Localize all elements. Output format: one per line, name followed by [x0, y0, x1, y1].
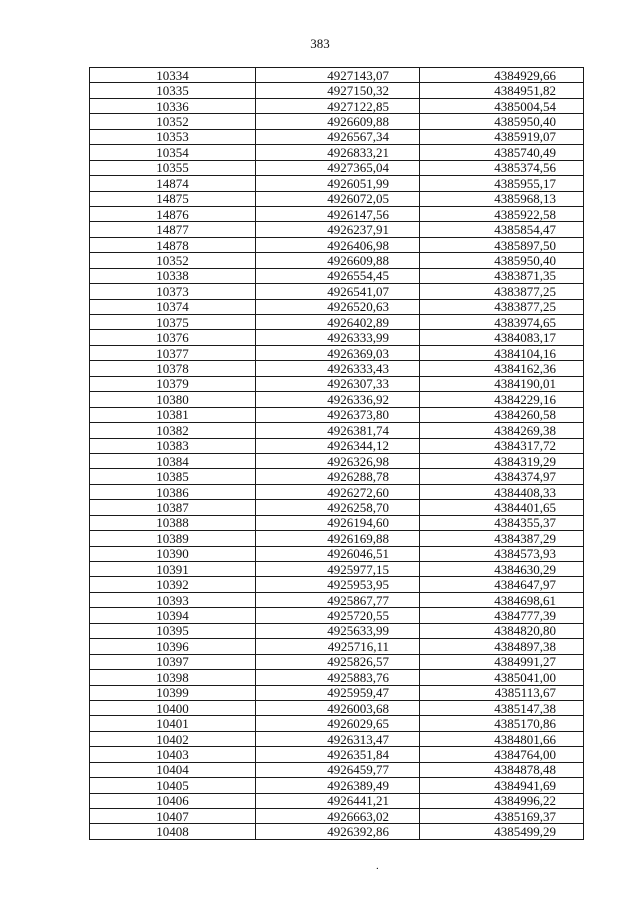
y-coordinate-cell: 4384269,38: [420, 423, 584, 438]
point-number-cell: 10373: [90, 284, 256, 299]
y-coordinate-cell: 4385854,47: [420, 222, 584, 237]
y-coordinate-cell: 4384083,17: [420, 330, 584, 345]
table-row: [90, 824, 584, 839]
point-number-cell: 10353: [90, 129, 256, 144]
point-number-cell: 10384: [90, 453, 256, 468]
x-coordinate-cell: 4926554,45: [256, 268, 420, 283]
table-row: [90, 546, 584, 561]
x-coordinate-cell: 4926336,92: [256, 392, 420, 407]
point-number-cell: 10375: [90, 315, 256, 330]
x-coordinate-cell: 4926833,21: [256, 145, 420, 160]
table-row: [90, 68, 584, 83]
y-coordinate-cell: 4384897,38: [420, 639, 584, 654]
table-row: [90, 284, 584, 299]
y-coordinate-cell: 4385968,13: [420, 191, 584, 206]
point-number-cell: 10380: [90, 392, 256, 407]
y-coordinate-cell: 4385041,00: [420, 670, 584, 685]
x-coordinate-cell: 4926288,78: [256, 469, 420, 484]
y-coordinate-cell: 4384408,33: [420, 484, 584, 499]
y-coordinate-cell: 4384801,66: [420, 731, 584, 746]
y-coordinate-cell: 4384317,72: [420, 438, 584, 453]
y-coordinate-cell: 4385919,07: [420, 129, 584, 144]
y-coordinate-cell: 4385374,56: [420, 160, 584, 175]
table-row: [90, 330, 584, 345]
point-number-cell: 10334: [90, 68, 256, 83]
table-row: [90, 268, 584, 283]
point-number-cell: 10400: [90, 700, 256, 715]
y-coordinate-cell: 4385950,40: [420, 253, 584, 268]
x-coordinate-cell: 4925953,95: [256, 577, 420, 592]
coordinates-table-body: [90, 68, 584, 840]
point-number-cell: 10392: [90, 577, 256, 592]
point-number-cell: 10397: [90, 654, 256, 669]
table-row: [90, 438, 584, 453]
y-coordinate-cell: 4385955,17: [420, 176, 584, 191]
y-coordinate-cell: 4385897,50: [420, 237, 584, 252]
table-row: [90, 670, 584, 685]
point-number-cell: 10406: [90, 793, 256, 808]
table-row: [90, 809, 584, 824]
x-coordinate-cell: 4926402,89: [256, 315, 420, 330]
table-row: [90, 531, 584, 546]
x-coordinate-cell: 4926272,60: [256, 484, 420, 499]
x-coordinate-cell: 4926520,63: [256, 299, 420, 314]
table-row: [90, 608, 584, 623]
y-coordinate-cell: 4384991,27: [420, 654, 584, 669]
x-coordinate-cell: 4926344,12: [256, 438, 420, 453]
point-number-cell: 10355: [90, 160, 256, 175]
y-coordinate-cell: 4384260,58: [420, 407, 584, 422]
y-coordinate-cell: 4383877,25: [420, 284, 584, 299]
point-number-cell: 10376: [90, 330, 256, 345]
table-row: [90, 423, 584, 438]
point-number-cell: 10382: [90, 423, 256, 438]
point-number-cell: 10407: [90, 809, 256, 824]
point-number-cell: 10404: [90, 762, 256, 777]
x-coordinate-cell: 4926029,65: [256, 716, 420, 731]
y-coordinate-cell: 4384401,65: [420, 500, 584, 515]
table-row: [90, 731, 584, 746]
table-row: [90, 237, 584, 252]
point-number-cell: 10379: [90, 376, 256, 391]
y-coordinate-cell: 4385740,49: [420, 145, 584, 160]
x-coordinate-cell: 4926169,88: [256, 531, 420, 546]
table-row: [90, 484, 584, 499]
point-number-cell: 10374: [90, 299, 256, 314]
x-coordinate-cell: 4926609,88: [256, 253, 420, 268]
table-row: [90, 222, 584, 237]
y-coordinate-cell: 4384319,29: [420, 453, 584, 468]
y-coordinate-cell: 4384229,16: [420, 392, 584, 407]
table-row: [90, 500, 584, 515]
table-row: [90, 315, 584, 330]
x-coordinate-cell: 4925716,11: [256, 639, 420, 654]
x-coordinate-cell: 4926333,99: [256, 330, 420, 345]
point-number-cell: 10378: [90, 361, 256, 376]
table-row: [90, 778, 584, 793]
table-row: [90, 577, 584, 592]
x-coordinate-cell: 4927122,85: [256, 98, 420, 113]
y-coordinate-cell: 4384573,93: [420, 546, 584, 561]
point-number-cell: 10352: [90, 253, 256, 268]
x-coordinate-cell: 4926369,03: [256, 345, 420, 360]
y-coordinate-cell: 4384820,80: [420, 623, 584, 638]
x-coordinate-cell: 4926609,88: [256, 114, 420, 129]
point-number-cell: 14877: [90, 222, 256, 237]
point-number-cell: 10405: [90, 778, 256, 793]
table-row: [90, 191, 584, 206]
y-coordinate-cell: 4384374,97: [420, 469, 584, 484]
table-row: [90, 747, 584, 762]
table-row: [90, 376, 584, 391]
y-coordinate-cell: 4383871,35: [420, 268, 584, 283]
point-number-cell: 10354: [90, 145, 256, 160]
point-number-cell: 10386: [90, 484, 256, 499]
y-coordinate-cell: 4384190,01: [420, 376, 584, 391]
x-coordinate-cell: 4925867,77: [256, 592, 420, 607]
table-row: [90, 592, 584, 607]
table-row: [90, 623, 584, 638]
x-coordinate-cell: 4926459,77: [256, 762, 420, 777]
y-coordinate-cell: 4384647,97: [420, 577, 584, 592]
table-row: [90, 160, 584, 175]
x-coordinate-cell: 4927365,04: [256, 160, 420, 175]
point-number-cell: 10395: [90, 623, 256, 638]
point-number-cell: 10335: [90, 83, 256, 98]
x-coordinate-cell: 4925977,15: [256, 562, 420, 577]
table-row: [90, 83, 584, 98]
x-coordinate-cell: 4925826,57: [256, 654, 420, 669]
y-coordinate-cell: 4385147,38: [420, 700, 584, 715]
y-coordinate-cell: 4384951,82: [420, 83, 584, 98]
x-coordinate-cell: 4926541,07: [256, 284, 420, 299]
point-number-cell: 10388: [90, 515, 256, 530]
y-coordinate-cell: 4384104,16: [420, 345, 584, 360]
footer-mark: .: [376, 860, 379, 872]
x-coordinate-cell: 4926381,74: [256, 423, 420, 438]
table-row: [90, 562, 584, 577]
x-coordinate-cell: 4926194,60: [256, 515, 420, 530]
x-coordinate-cell: 4926307,33: [256, 376, 420, 391]
table-row: [90, 114, 584, 129]
x-coordinate-cell: 4926147,56: [256, 206, 420, 221]
y-coordinate-cell: 4384777,39: [420, 608, 584, 623]
point-number-cell: 14878: [90, 237, 256, 252]
y-coordinate-cell: 4384162,36: [420, 361, 584, 376]
x-coordinate-cell: 4926406,98: [256, 237, 420, 252]
y-coordinate-cell: 4384996,22: [420, 793, 584, 808]
table-row: [90, 762, 584, 777]
point-number-cell: 10336: [90, 98, 256, 113]
x-coordinate-cell: 4926258,70: [256, 500, 420, 515]
point-number-cell: 10408: [90, 824, 256, 839]
coordinates-table: [89, 67, 584, 840]
y-coordinate-cell: 4385004,54: [420, 98, 584, 113]
table-row: [90, 129, 584, 144]
table-row: [90, 453, 584, 468]
x-coordinate-cell: 4927143,07: [256, 68, 420, 83]
x-coordinate-cell: 4926373,80: [256, 407, 420, 422]
table-row: [90, 345, 584, 360]
point-number-cell: 10393: [90, 592, 256, 607]
table-row: [90, 145, 584, 160]
x-coordinate-cell: 4926237,91: [256, 222, 420, 237]
x-coordinate-cell: 4926351,84: [256, 747, 420, 762]
table-row: [90, 654, 584, 669]
x-coordinate-cell: 4926441,21: [256, 793, 420, 808]
point-number-cell: 10381: [90, 407, 256, 422]
table-row: [90, 98, 584, 113]
table-row: [90, 299, 584, 314]
x-coordinate-cell: 4926072,05: [256, 191, 420, 206]
point-number-cell: 10398: [90, 670, 256, 685]
point-number-cell: 10402: [90, 731, 256, 746]
table-row: [90, 639, 584, 654]
y-coordinate-cell: 4384929,66: [420, 68, 584, 83]
x-coordinate-cell: 4926051,99: [256, 176, 420, 191]
table-row: [90, 253, 584, 268]
y-coordinate-cell: 4384355,37: [420, 515, 584, 530]
y-coordinate-cell: 4385169,37: [420, 809, 584, 824]
point-number-cell: 14876: [90, 206, 256, 221]
y-coordinate-cell: 4383974,65: [420, 315, 584, 330]
y-coordinate-cell: 4385113,67: [420, 685, 584, 700]
table-row: [90, 793, 584, 808]
table-row: [90, 176, 584, 191]
y-coordinate-cell: 4385499,29: [420, 824, 584, 839]
point-number-cell: 10399: [90, 685, 256, 700]
y-coordinate-cell: 4385170,86: [420, 716, 584, 731]
table-row: [90, 716, 584, 731]
point-number-cell: 10377: [90, 345, 256, 360]
x-coordinate-cell: 4926567,34: [256, 129, 420, 144]
point-number-cell: 10394: [90, 608, 256, 623]
table-row: [90, 206, 584, 221]
point-number-cell: 14875: [90, 191, 256, 206]
page-number: 383: [310, 36, 330, 51]
y-coordinate-cell: 4384764,00: [420, 747, 584, 762]
x-coordinate-cell: 4926326,98: [256, 453, 420, 468]
y-coordinate-cell: 4384387,29: [420, 531, 584, 546]
table-row: [90, 392, 584, 407]
table-row: [90, 407, 584, 422]
y-coordinate-cell: 4385950,40: [420, 114, 584, 129]
point-number-cell: 10403: [90, 747, 256, 762]
point-number-cell: 10352: [90, 114, 256, 129]
table-row: [90, 700, 584, 715]
x-coordinate-cell: 4926046,51: [256, 546, 420, 561]
table-row: [90, 685, 584, 700]
x-coordinate-cell: 4926313,47: [256, 731, 420, 746]
table-row: [90, 469, 584, 484]
table-row: [90, 515, 584, 530]
y-coordinate-cell: 4384698,61: [420, 592, 584, 607]
table-row: [90, 361, 584, 376]
point-number-cell: 10390: [90, 546, 256, 561]
x-coordinate-cell: 4926003,68: [256, 700, 420, 715]
point-number-cell: 10338: [90, 268, 256, 283]
point-number-cell: 10387: [90, 500, 256, 515]
x-coordinate-cell: 4926392,86: [256, 824, 420, 839]
x-coordinate-cell: 4925959,47: [256, 685, 420, 700]
y-coordinate-cell: 4383877,25: [420, 299, 584, 314]
x-coordinate-cell: 4927150,32: [256, 83, 420, 98]
x-coordinate-cell: 4926663,02: [256, 809, 420, 824]
x-coordinate-cell: 4925883,76: [256, 670, 420, 685]
y-coordinate-cell: 4384878,48: [420, 762, 584, 777]
x-coordinate-cell: 4925633,99: [256, 623, 420, 638]
x-coordinate-cell: 4926333,43: [256, 361, 420, 376]
y-coordinate-cell: 4384630,29: [420, 562, 584, 577]
point-number-cell: 10383: [90, 438, 256, 453]
point-number-cell: 10401: [90, 716, 256, 731]
point-number-cell: 10391: [90, 562, 256, 577]
y-coordinate-cell: 4385922,58: [420, 206, 584, 221]
y-coordinate-cell: 4384941,69: [420, 778, 584, 793]
x-coordinate-cell: 4926389,49: [256, 778, 420, 793]
point-number-cell: 10385: [90, 469, 256, 484]
x-coordinate-cell: 4925720,55: [256, 608, 420, 623]
point-number-cell: 10389: [90, 531, 256, 546]
point-number-cell: 14874: [90, 176, 256, 191]
point-number-cell: 10396: [90, 639, 256, 654]
